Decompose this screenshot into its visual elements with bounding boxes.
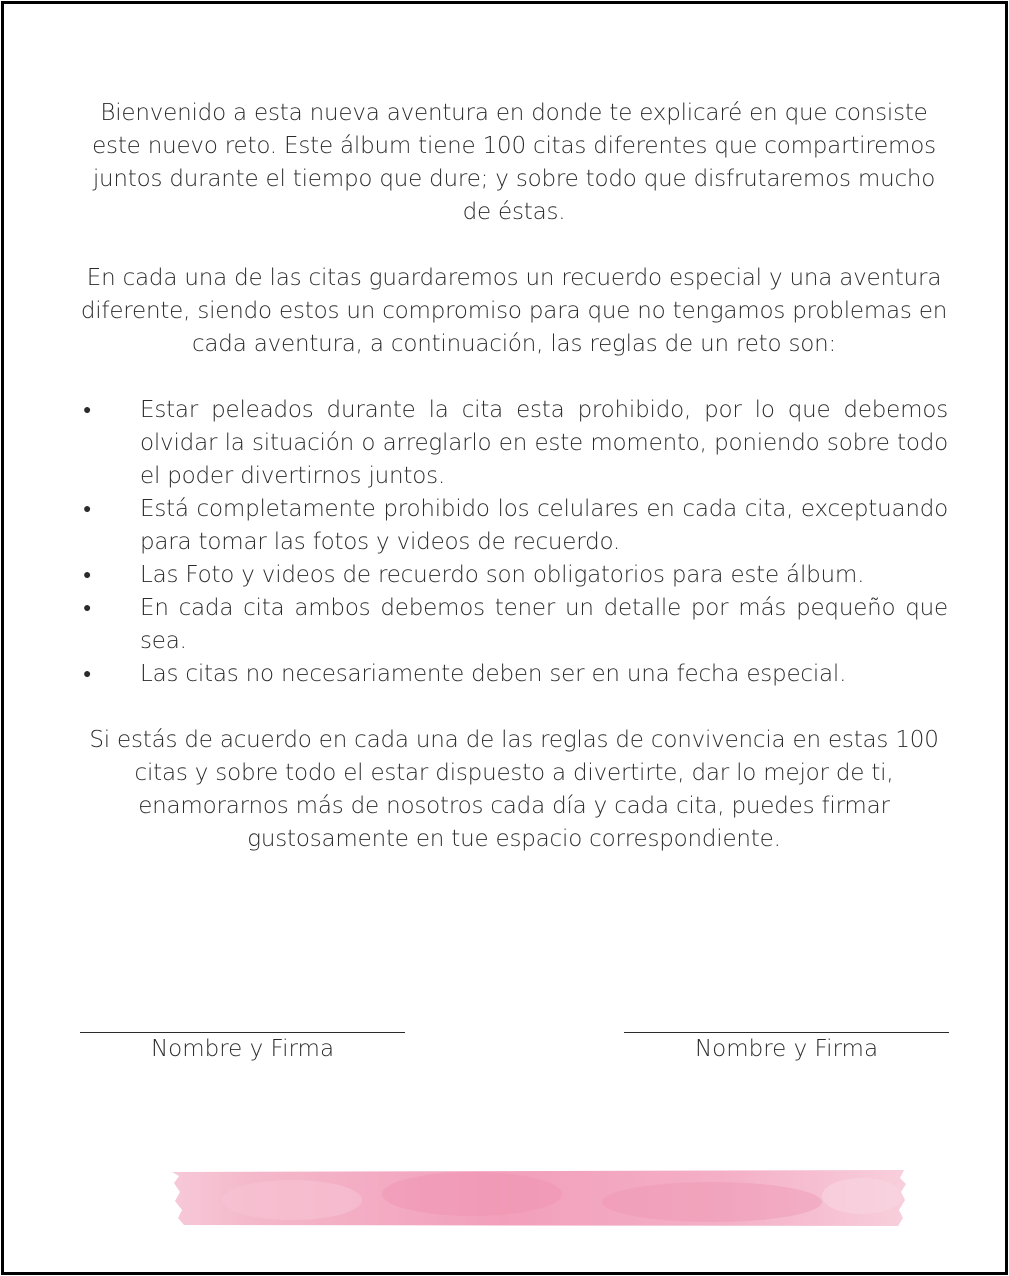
brush-blot xyxy=(822,1178,902,1214)
signature-line-right xyxy=(624,1006,949,1033)
signature-block-right xyxy=(624,1006,949,1066)
document-body xyxy=(80,97,948,856)
bullet-icon: ● xyxy=(83,567,92,583)
bullet-icon: ● xyxy=(83,666,92,682)
signature-line-left xyxy=(80,1006,405,1033)
brush-blot xyxy=(382,1172,562,1216)
signature-label-left: Nombre y Firma xyxy=(150,1036,335,1062)
rule-text: Está completamente prohibido los celulares en cada cita, exceptuando para tomar las fotos y videos de recuerdo. xyxy=(140,496,948,555)
closing-paragraph: Si estás de acuerdo en cada una de las reglas de convivencia en estas 100 citas y sobre todo el estar dispuesto a divertirte, dar lo mejor de ti, enamorarnos más de nosotros cada día y cada cita, puedes firmar gustosamente en tue espacio correspondiente. xyxy=(89,727,939,852)
bullet-icon: ● xyxy=(83,501,92,517)
rule-text: Las Foto y videos de recuerdo son obligatorios para este álbum. xyxy=(140,562,865,588)
rule-item xyxy=(80,592,948,658)
signature-label-right: Nombre y Firma xyxy=(694,1036,879,1062)
rule-item xyxy=(80,559,948,592)
brush-blot xyxy=(602,1182,822,1222)
intro-paragraph: Bienvenido a esta nueva aventura en donde te explicaré en que consiste este nuevo reto. Este álbum tiene 100 citas diferentes que compartiremos juntos durante el tiempo que dure; y sobre todo que disfrutaremos mucho de éstas. xyxy=(92,100,936,225)
rule-text: Estar peleados durante la cita esta prohibido, por lo que debemos olvidar la situación o arreglarlo en este momento, poniendo sobre todo el poder divertirnos juntos. xyxy=(140,397,948,489)
signature-block-left xyxy=(80,1006,405,1066)
rule-item xyxy=(80,394,948,493)
rule-text: Las citas no necesariamente deben ser en una fecha especial. xyxy=(140,661,847,687)
rule-item xyxy=(80,493,948,559)
rules-intro-paragraph: En cada una de las citas guardaremos un recuerdo especial y una aventura diferente, siendo estos un compromiso para que no tengamos problemas en cada aventura, a continuación, las reglas de un reto son: xyxy=(80,265,948,357)
brush-blot xyxy=(222,1180,362,1220)
rule-item xyxy=(80,658,948,691)
rule-text: En cada cita ambos debemos tener un detalle por más pequeño que sea. xyxy=(140,595,948,654)
rules-list xyxy=(80,394,948,691)
bullet-icon: ● xyxy=(83,402,92,418)
watercolor-brush-stroke xyxy=(172,1170,906,1226)
bullet-icon: ● xyxy=(83,600,92,616)
